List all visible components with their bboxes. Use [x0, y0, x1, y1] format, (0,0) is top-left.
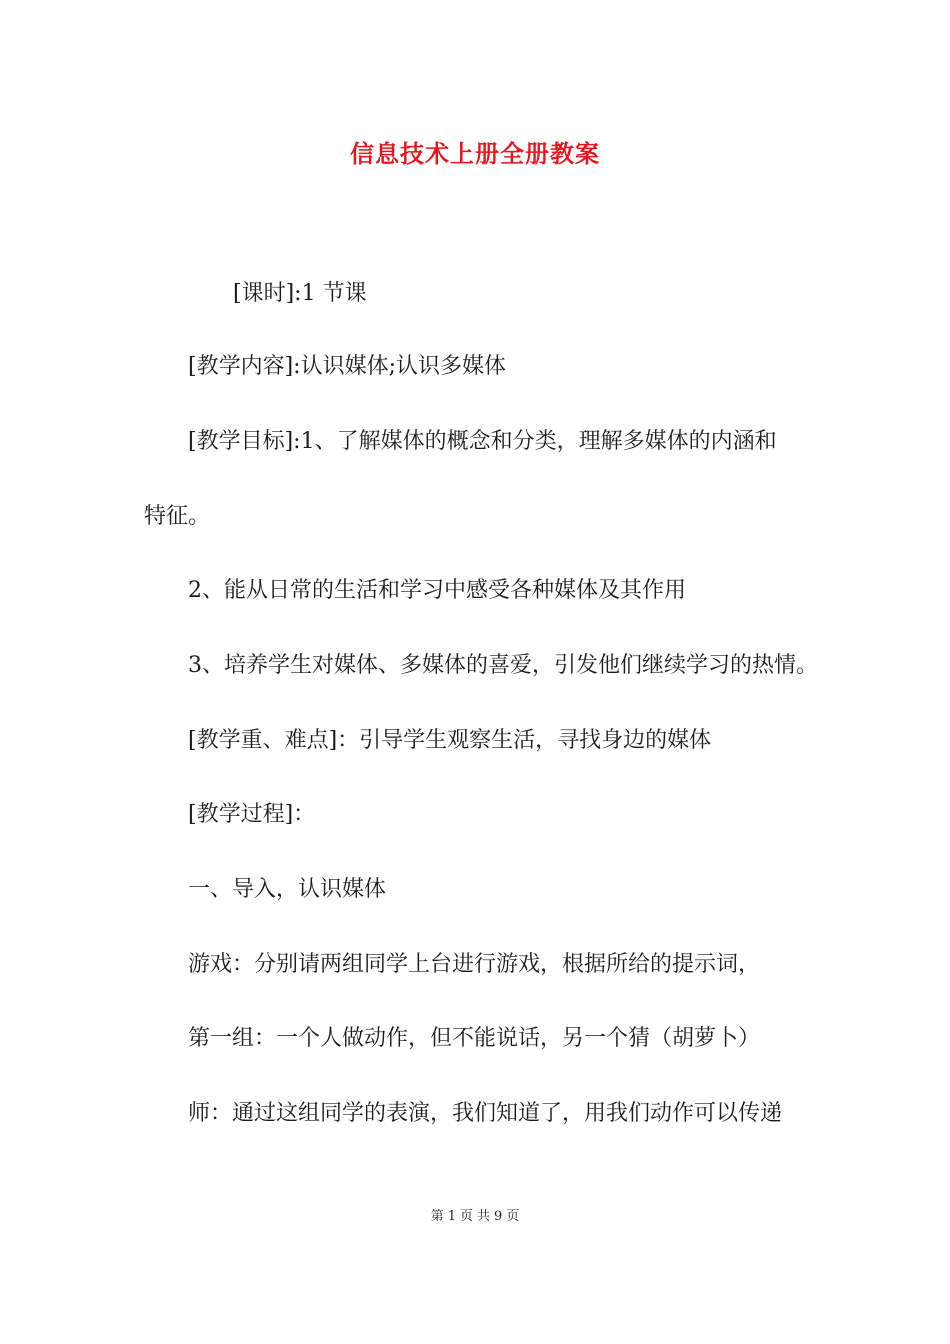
text-line-teaching-goals: [教学目标]:1、了解媒体的概念和分类，理解多媒体的内涵和 [188, 429, 777, 454]
footer-total-word: 共 [477, 1209, 491, 1224]
text-line-teacher: 师：通过这组同学的表演，我们知道了，用我们动作可以传递 [188, 1101, 783, 1126]
footer-page-word: 页 [459, 1209, 473, 1224]
text-line-goal-2: 2、能从日常的生活和学习中感受各种媒体及其作用 [188, 578, 686, 603]
footer-suffix: 页 [506, 1209, 520, 1224]
document-title: 信息技术上册全册教案 [350, 139, 600, 168]
text-line-key-points: [教学重、难点]：引导学生观察生活，寻找身边的媒体 [188, 728, 712, 753]
text-line-class-hours: [课时]:1 节课 [233, 281, 367, 306]
text-line-group-1: 第一组：一个人做动作，但不能说话，另一个猜（胡萝卜） [188, 1026, 761, 1051]
footer-current-page: 1 [447, 1209, 456, 1224]
text-line-goals-continued: 特征。 [144, 504, 211, 529]
footer-prefix: 第 [430, 1209, 444, 1224]
page-footer [0, 1208, 950, 1226]
text-line-goal-3: 3、培养学生对媒体、多媒体的喜爱，引发他们继续学习的热情。 [188, 653, 818, 678]
text-line-teaching-content: [教学内容]:认识媒体;认识多媒体 [188, 354, 506, 379]
text-line-section-1: 一、导入，认识媒体 [188, 877, 387, 902]
text-line-teaching-process: [教学过程]： [188, 802, 316, 827]
text-line-game: 游戏：分别请两组同学上台进行游戏，根据所给的提示词， [188, 952, 761, 977]
footer-total-pages: 9 [494, 1209, 503, 1224]
